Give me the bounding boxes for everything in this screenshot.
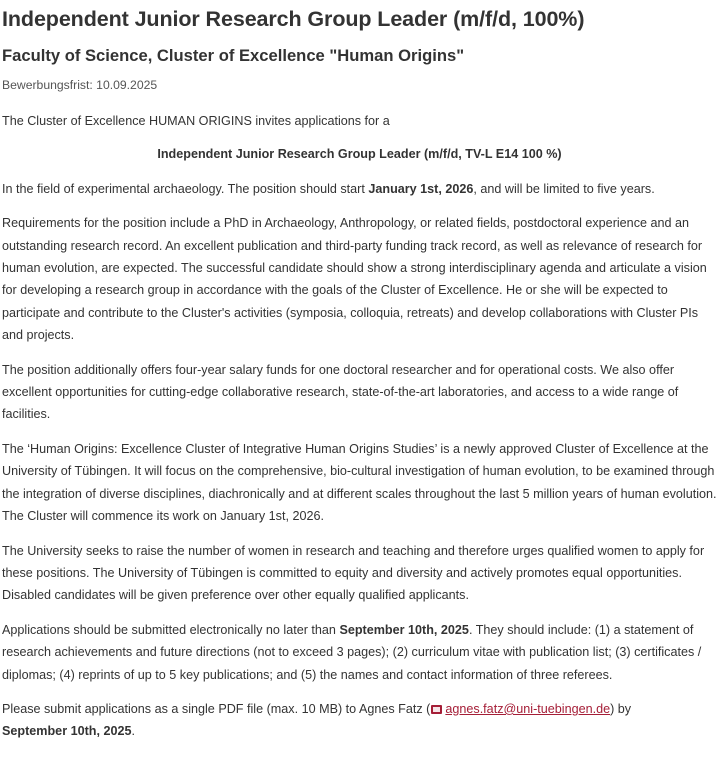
requirements-paragraph: Requirements for the position include a PhD in Archaeology, Anthropology, or related fields, postdoctoral experience and an outstanding research record. An excellent publication and third-party funding track record, as well as relevance of research for human evolution, are expected. The successful candidate should show a strong interdisciplinary agenda and articulate a vision for developing a research group in accordance with the goals of the Cluster of Excellence. He or she will be expected to participate and contribute to the Cluster's activities (symposia, colloquia, retreats) and develop collaborations with Cluster PIs and projects. [2,216,707,343]
email-link[interactable]: agnes.fatz@uni-tuebingen.de [445,701,611,716]
submit-deadline: September 10th, 2025 [2,724,132,739]
position-title: Independent Junior Research Group Leader (m/f/d, TV-L E14 100 %) [157,147,562,162]
field-text: In the field of experimental archaeology. The position should start [2,181,369,196]
page-title: Independent Junior Research Group Leader (m/f/d, 100%) [2,7,585,31]
field-paragraph [2,178,717,200]
equality-paragraph: The University seeks to raise the number of women in research and teaching and therefore urges qualified women to apply for these positions. The University of Tübingen is committed to equity and diversity and actively promotes equal opportunities. Disabled candidates will be given preference over other equally qualified applicants. [2,543,705,603]
submission-paragraph [2,698,717,743]
start-date: January 1st, 2026 [368,181,474,196]
deadline-label: Bewerbungsfrist: [2,78,93,92]
apply-text-end: . They should include: (1) a statement of research achievements and future directions (not to exceed 3 pages); (2) curriculum vitae with publication list; (3) certificates / diplomas; (4) reprints of up to 5 key publications; and (5) the names and contact information of three referees. [2,622,702,682]
apply-deadline: September 10th, 2025 [339,622,469,637]
submit-text-end: . [131,724,135,739]
cluster-info-paragraph: The ‘Human Origins: Excellence Cluster of Integrative Human Origins Studies’ is a newly approved Cluster of Excellence at the University of Tübingen. It will focus on the comprehensive, bio-cultural investigation of human evolution, to be examined through the integration of diverse disciplines, diachronically and at different scales throughout the last 5 million years of human evolution. The Cluster will commence its work on January 1st, 2026. [2,441,717,524]
submit-text-mid: ) by [610,701,632,716]
deadline-value: 10.09.2025 [96,78,158,92]
intro-text: The Cluster of Excellence HUMAN ORIGINS invites applications for a [2,114,390,128]
submit-text: Please submit applications as a single PDF file (max. 10 MB) to Agnes Fatz ( [2,701,431,716]
envelope-icon [431,705,442,714]
apply-text: Applications should be submitted electronically no later than [2,622,340,637]
faculty-subtitle: Faculty of Science, Cluster of Excellence "Human Origins" [2,46,465,65]
application-paragraph [2,619,717,686]
application-deadline [2,77,717,93]
field-text-end: , and will be limited to five years. [473,181,655,196]
job-posting [0,6,721,743]
offer-paragraph: The position additionally offers four-year salary funds for one doctoral researcher and for operational costs. We also offer excellent opportunities for cutting-edge collaborative research, state-of-the-art laboratories, and access to a wide range of facilities. [2,362,679,422]
